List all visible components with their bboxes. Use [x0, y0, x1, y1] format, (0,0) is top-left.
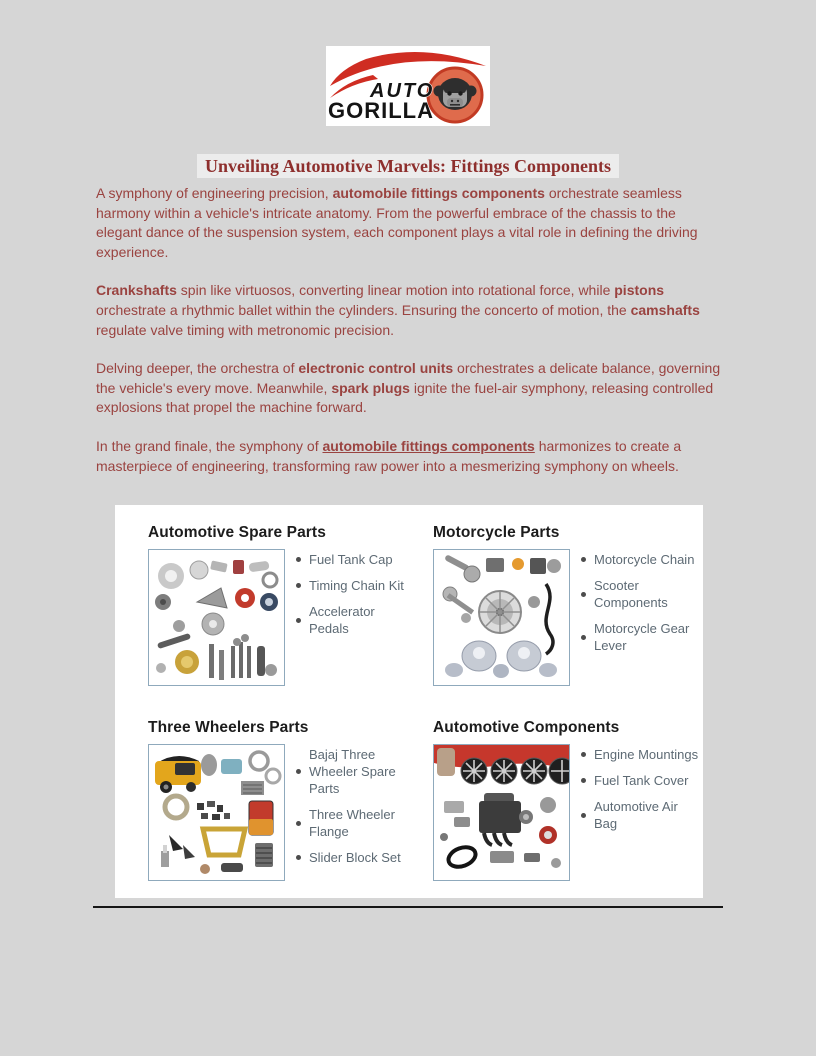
- bold-phrase: pistons: [614, 282, 665, 299]
- products-panel: [115, 505, 703, 898]
- list-item: Accelerator Pedals: [296, 603, 418, 637]
- list-item: Engine Mountings: [581, 746, 703, 763]
- category-title: Automotive Components: [433, 719, 620, 736]
- bullet-icon: [581, 752, 586, 757]
- bullet-icon: [296, 618, 301, 623]
- bold-phrase: Crankshafts: [96, 282, 177, 299]
- bullet-icon: [581, 557, 586, 562]
- category-motorcycle-parts: [433, 524, 709, 686]
- category-item-list: [285, 746, 418, 875]
- category-title: Three Wheelers Parts: [148, 719, 309, 736]
- logo-word-auto: AUTO: [370, 80, 435, 102]
- category-title: Motorcycle Parts: [433, 524, 560, 541]
- list-item: Automotive Air Bag: [581, 798, 703, 832]
- category-automotive-spare-parts: [148, 524, 424, 686]
- bold-phrase: spark plugs: [331, 379, 410, 396]
- logo-word-gorilla: GORILLA: [328, 98, 434, 123]
- list-item: Bajaj Three Wheeler Spare Parts: [296, 746, 418, 797]
- list-item: Fuel Tank Cover: [581, 772, 703, 789]
- text-run: orchestrate a rhythmic ballet within the cylinders. Ensuring the concerto of motion, the: [96, 301, 631, 318]
- list-item: Scooter Components: [581, 577, 703, 611]
- category-item-list: [285, 551, 418, 646]
- automotive-components-image: [433, 744, 570, 881]
- page-title: [0, 156, 816, 177]
- article-body: [96, 184, 722, 495]
- list-item: Slider Block Set: [296, 849, 418, 866]
- text-run: regulate valve timing with metronomic precision.: [96, 321, 395, 338]
- bold-phrase: automobile fittings components: [332, 185, 545, 201]
- text-run: In the grand finale, the symphony of: [96, 437, 323, 454]
- bullet-icon: [296, 557, 301, 562]
- motorcycle-parts-collage-icon: [434, 550, 569, 685]
- list-item: Motorcycle Gear Lever: [581, 620, 703, 654]
- text-run: ignite the fuel-air symphony, releasing controlled explosions that propel the machine forward.: [96, 379, 714, 416]
- text-run: harmonizes to create a masterpiece of engineering, transforming raw power into a mesmerizing symphony on wheels.: [96, 437, 682, 474]
- bullet-icon: [296, 855, 301, 860]
- bullet-icon: [581, 592, 586, 597]
- bold-phrase: camshafts: [630, 301, 700, 318]
- list-item: Fuel Tank Cap: [296, 551, 418, 568]
- inline-link-automobile-fittings-components[interactable]: automobile fittings components: [322, 437, 535, 454]
- footer-divider: [93, 906, 723, 908]
- text-run: A symphony of engineering precision,: [96, 185, 333, 201]
- bullet-icon: [296, 821, 301, 826]
- bullet-icon: [581, 813, 586, 818]
- automotive-spare-parts-image: [148, 549, 285, 686]
- three-wheelers-parts-image: [148, 744, 285, 881]
- list-item: Motorcycle Chain: [581, 551, 703, 568]
- category-automotive-components: [433, 719, 709, 881]
- auto-gorilla-logo: [326, 46, 490, 126]
- list-item: Three Wheeler Flange: [296, 806, 418, 840]
- text-run: orchestrate seamless harmony within a vehicle's intricate anatomy. From the powerful embrace of the chassis to the elegant dance of the suspension system, each component plays a vital role in defining the driving experience.: [96, 185, 698, 260]
- gorilla-badge-icon: [428, 68, 482, 122]
- text-run: Delving deeper, the orchestra of: [96, 360, 299, 377]
- three-wheeler-parts-collage-icon: [149, 745, 284, 880]
- paragraph-crankshafts: [96, 281, 722, 340]
- bullet-icon: [296, 769, 301, 774]
- category-three-wheelers-parts: [148, 719, 424, 881]
- list-item: Timing Chain Kit: [296, 577, 418, 594]
- paragraph-intro: [96, 184, 722, 262]
- bold-phrase: electronic control units: [298, 360, 454, 377]
- text-run: spin like virtuosos, converting linear motion into rotational force, while: [176, 282, 615, 299]
- automotive-components-collage-icon: [434, 745, 569, 880]
- category-item-list: [570, 551, 703, 663]
- paragraph-ecu: [96, 359, 722, 418]
- bullet-icon: [296, 583, 301, 588]
- text-run: orchestrates a delicate balance, governing the vehicle's every move. Meanwhile,: [96, 360, 721, 396]
- bullet-icon: [581, 635, 586, 640]
- bullet-icon: [581, 778, 586, 783]
- page-title-highlight: Unveiling Automotive Marvels: Fittings Components: [197, 154, 619, 178]
- category-title: Automotive Spare Parts: [148, 524, 326, 541]
- auto-spare-parts-collage-icon: [149, 550, 284, 685]
- motorcycle-parts-image: [433, 549, 570, 686]
- category-item-list: [570, 746, 703, 841]
- paragraph-finale: [96, 437, 722, 476]
- logo-graphic: [326, 46, 490, 126]
